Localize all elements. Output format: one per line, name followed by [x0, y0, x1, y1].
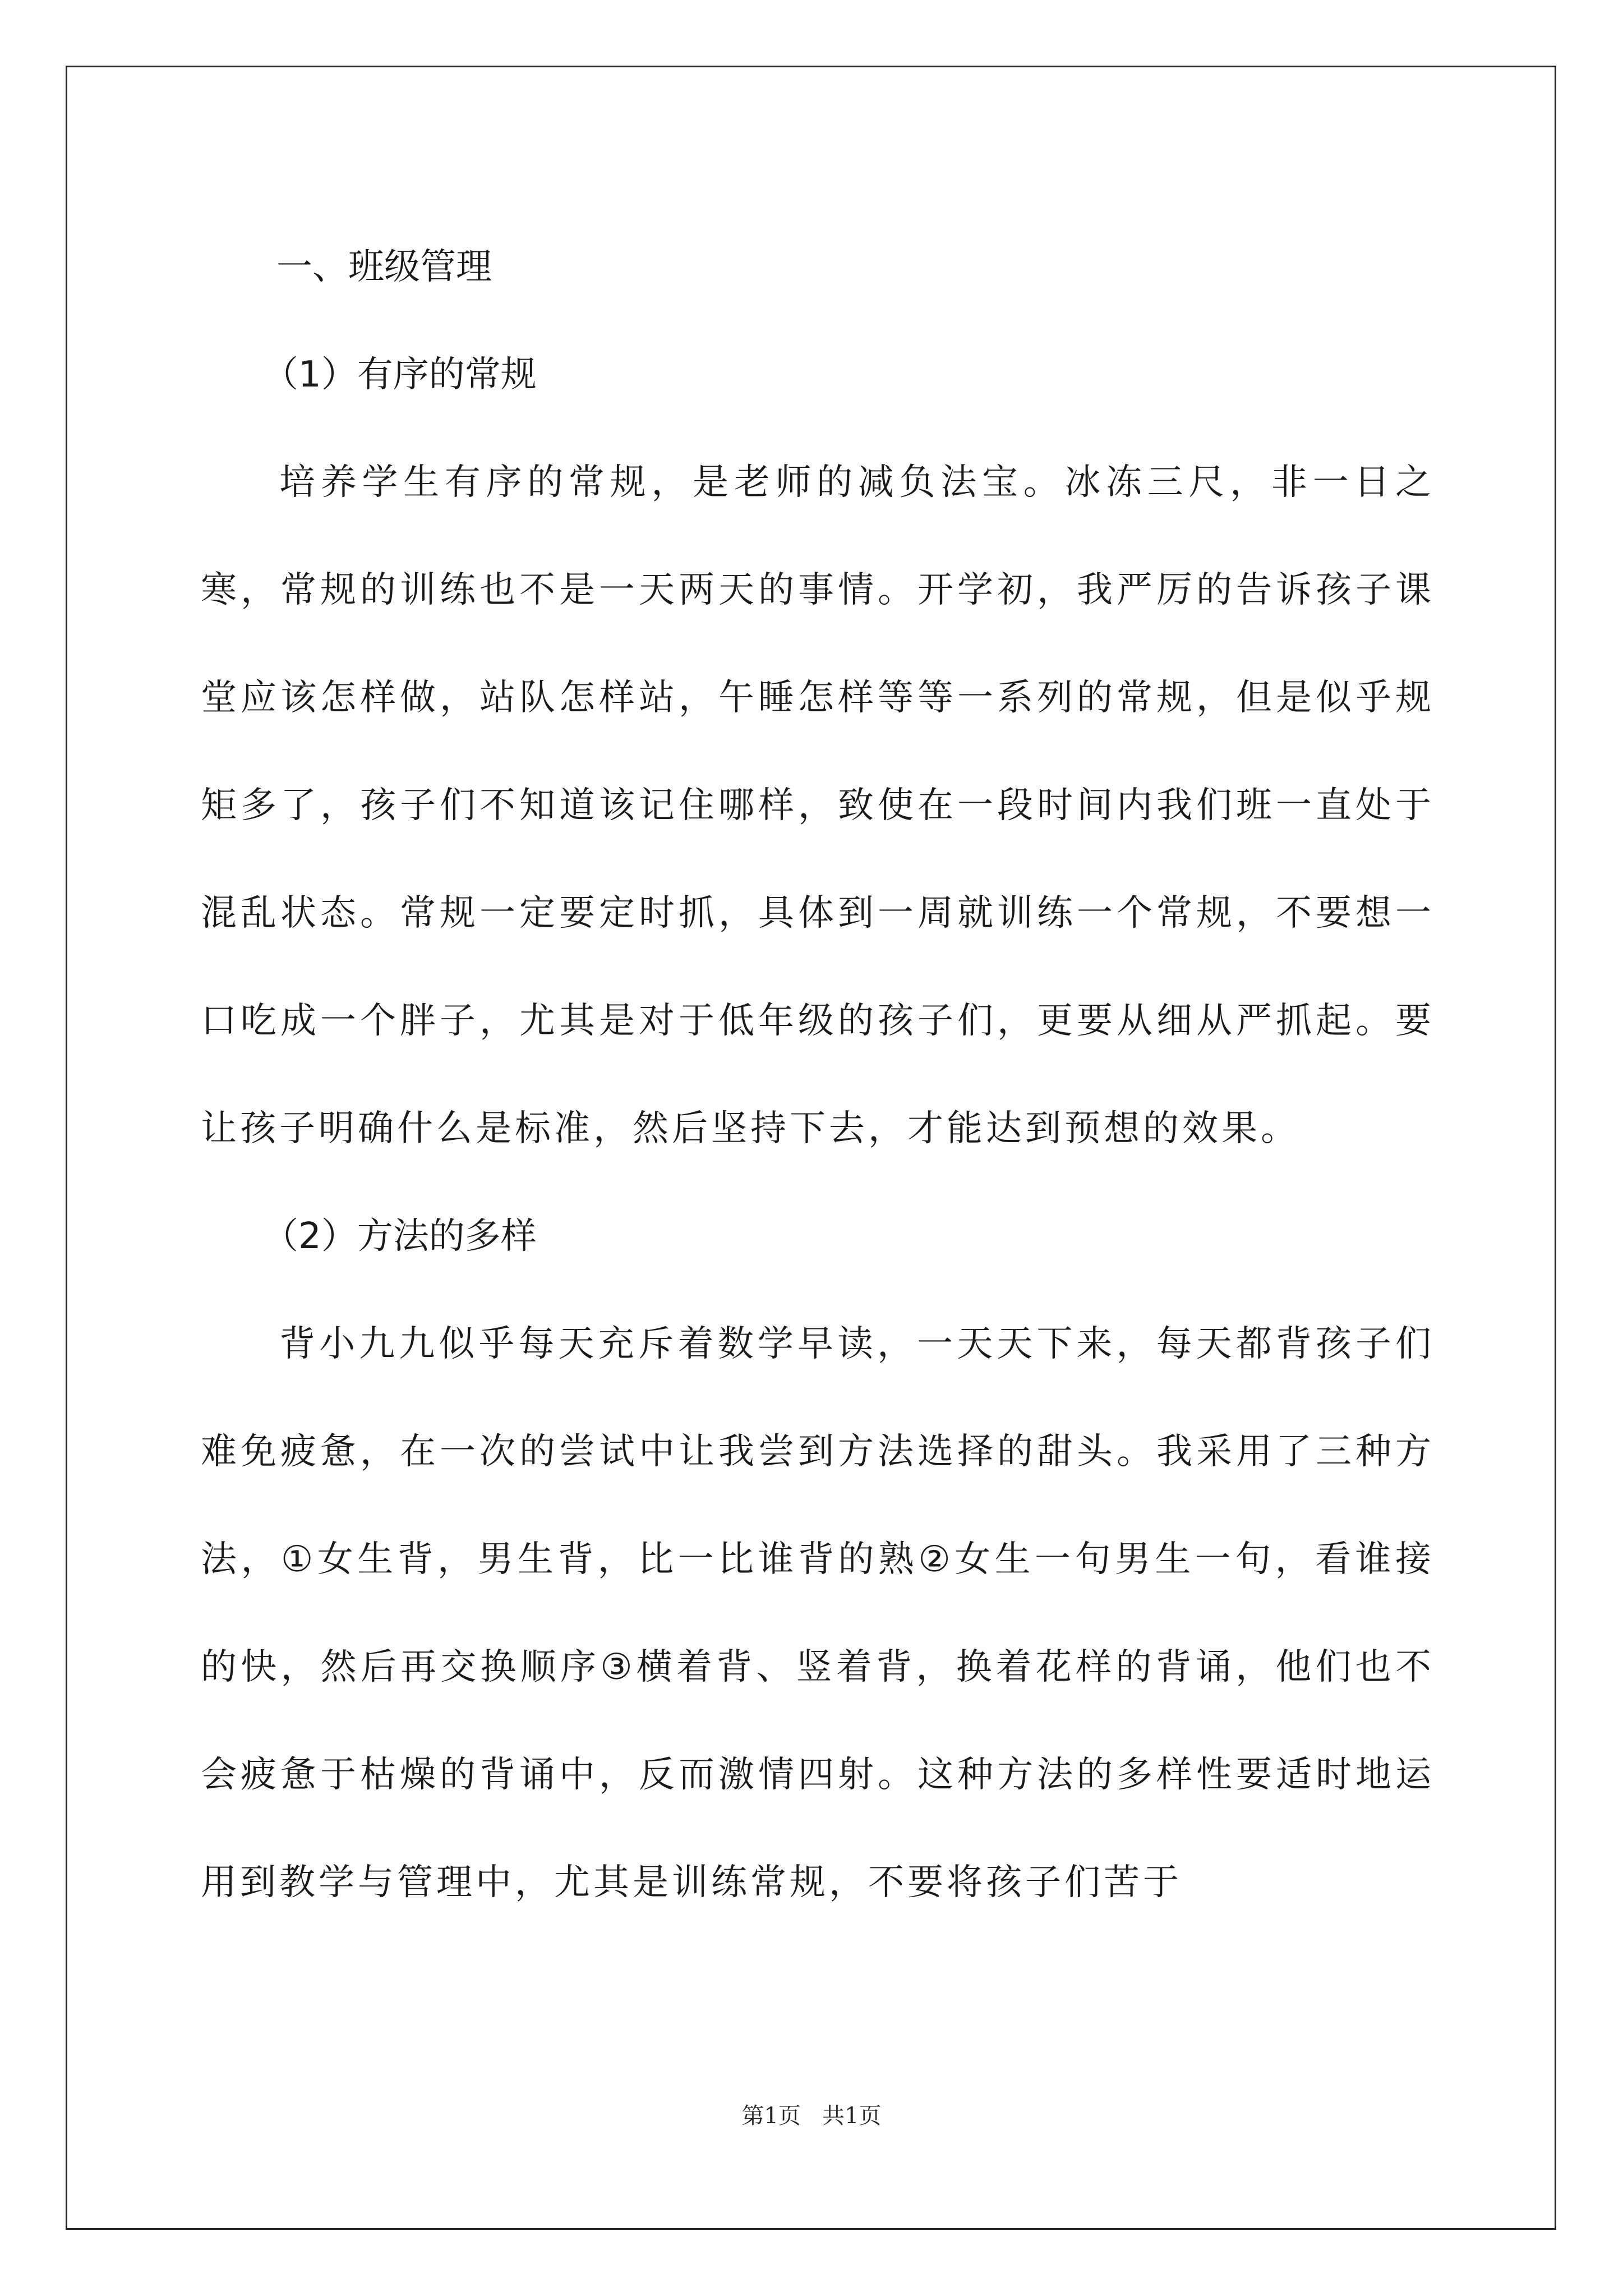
subsection-heading-diverse-methods: （2）方法的多样	[262, 1216, 537, 1257]
page-footer: 第1页 共1页	[741, 2103, 882, 2129]
paragraph-orderly-routine: 培养学生有序的常规，是老师的减负法宝。冰冻三尺，非一日之寒，常规的训练也不是一天两天的事情。开学初，我严厉的告诉孩子课堂应该怎样做，站队怎样站，午睡怎样等等一系列的常规，但是似乎规矩多了，孩子们不知道该记住哪样，致使在一段时间内我们班一直处于混乱状态。常规一定要定时抓，具体到一周就训练一个常规，不要想一口吃成一个胖子，尤其是对于低年级的孩子们，更要从细从严抓起。要让孩子明确什么是标准，然后坚持下去，才能达到预想的效果。	[201, 462, 1435, 1149]
section-heading-class-management: 一、班级管理	[276, 246, 492, 288]
subsection-heading-orderly-routine: （1）有序的常规	[262, 354, 537, 395]
paragraph-diverse-methods: 背小九九似乎每天充斥着数学早读，一天天下来，每天都背孩子们难免疲惫，在一次的尝试中让我尝到方法选择的甜头。我采用了三种方法，①女生背，男生背，比一比谁背的熟②女生一句男生一句，看谁接的快，然后再交换顺序③横着背、竖着背，换着花样的背诵，他们也不会疲惫于枯燥的背诵中，反而激情四射。这种方法的多样性要适时地运用到教学与管理中，尤其是训练常规，不要将孩子们苦于	[201, 1323, 1435, 1903]
document-body	[201, 213, 1435, 1936]
